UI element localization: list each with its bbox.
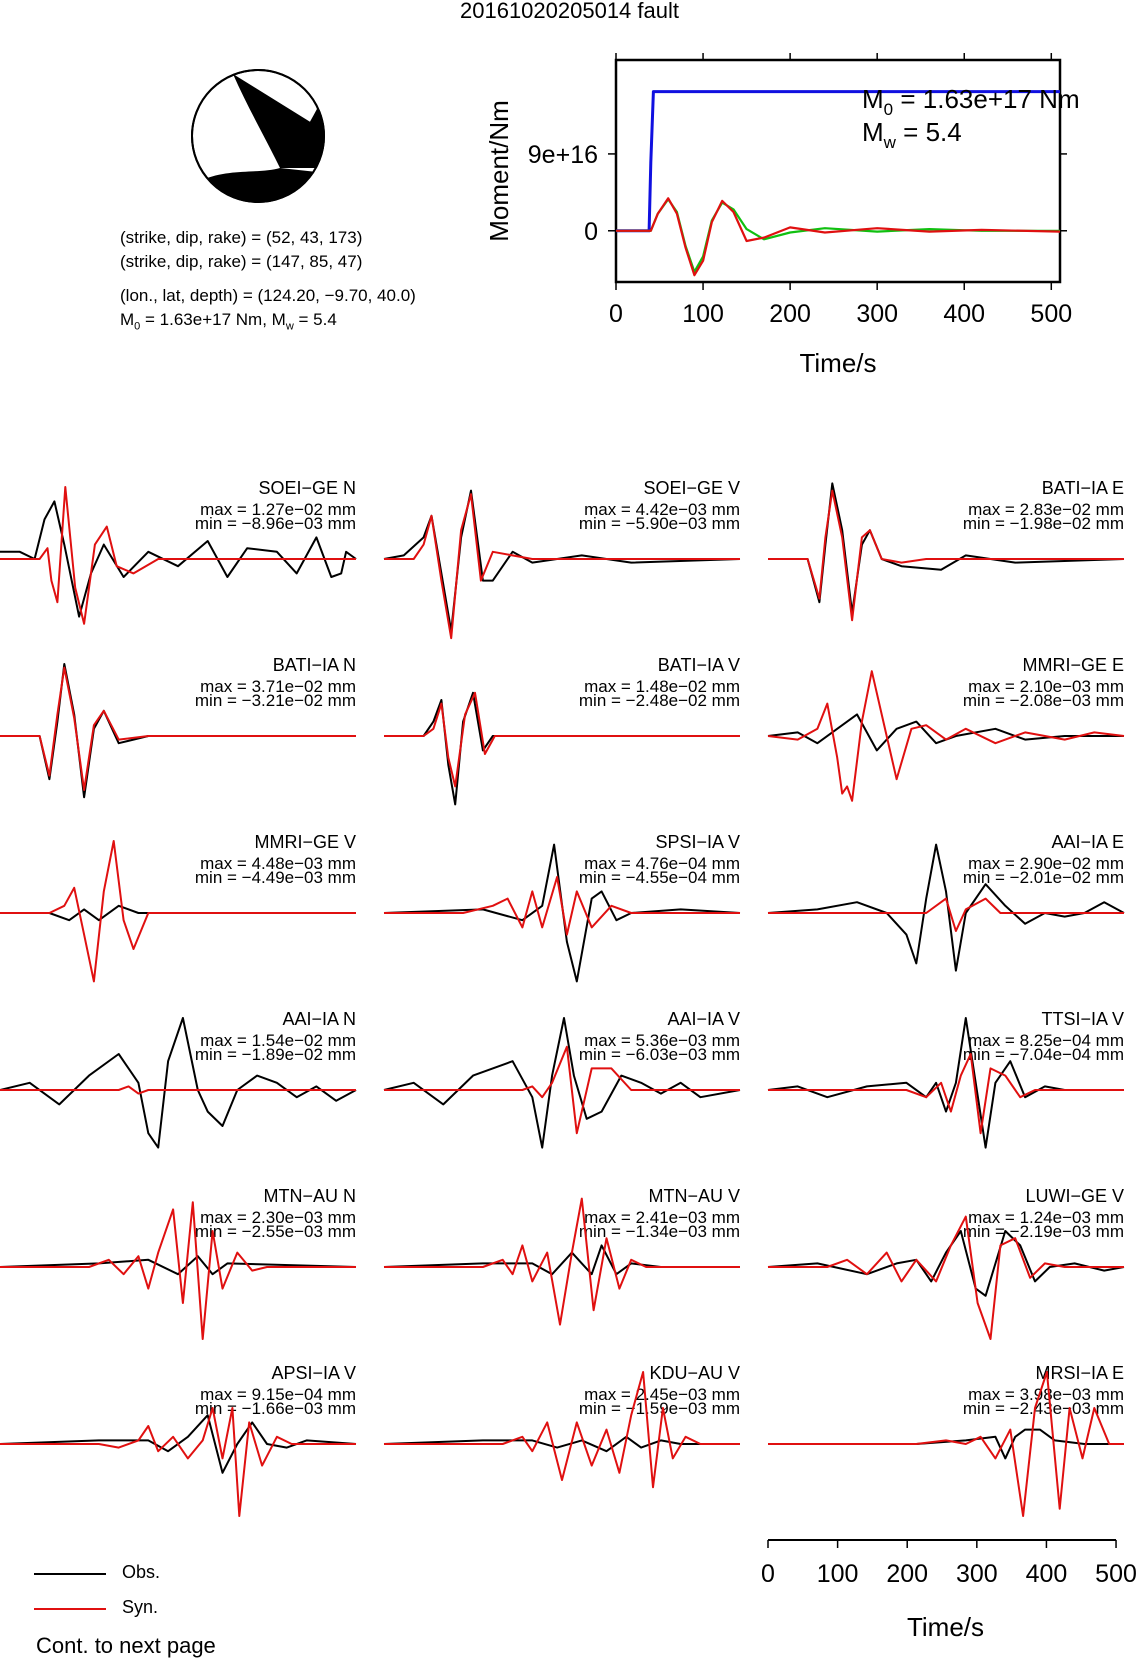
observed-waveform xyxy=(384,1245,740,1274)
trace-min-label: min = −8.96e−03 mm xyxy=(194,514,356,533)
trace-min-label: min = −6.03e−03 mm xyxy=(578,1045,740,1064)
trace-max-label: max = 4.42e−03 mm xyxy=(584,500,740,519)
trace-station-label: BATI−IA E xyxy=(1041,478,1124,498)
legend-label-obs: Obs. xyxy=(122,1562,161,1582)
trace-max-label: max = 2.41e−03 mm xyxy=(584,1208,740,1227)
trace-min-label: min = −1.59e−03 mm xyxy=(578,1399,740,1418)
moment-magnitude-summary: $M_0 = 1.63e+17$ Nm, $M_w = 5.4$ xyxy=(120,310,337,333)
trace-panel xyxy=(0,478,356,624)
time-axis-label: Time/s xyxy=(906,1612,985,1642)
trace-panel xyxy=(768,1363,1124,1516)
time-axis-tick-label: 400 xyxy=(1025,1560,1068,1588)
trace-max-label: max = 2.83e−02 mm xyxy=(968,500,1124,519)
trace-panel xyxy=(768,478,1124,620)
trace-max-label: max = 2.45e−03 mm xyxy=(584,1385,740,1404)
trace-station-label: BATI−IA V xyxy=(657,655,740,675)
trace-panel xyxy=(0,832,356,981)
trace-min-label: min = −2.48e−02 mm xyxy=(578,691,740,710)
trace-station-label: MTN−AU N xyxy=(263,1186,356,1206)
trace-min-label: min = −2.08e−03 mm xyxy=(962,691,1124,710)
x-tick-label: 100 xyxy=(682,300,724,328)
waveform-grid xyxy=(0,470,1139,1530)
trace-max-label: max = 1.24e−03 mm xyxy=(968,1208,1124,1227)
trace-panel xyxy=(0,1186,356,1339)
trace-min-label: min = −2.01e−02 mm xyxy=(962,868,1124,887)
trace-max-label: max = 2.30e−03 mm xyxy=(200,1208,356,1227)
trace-station-label: SOEI−GE N xyxy=(258,478,356,498)
trace-panel xyxy=(768,655,1124,801)
legend-label-syn: Syn. xyxy=(122,1597,159,1617)
trace-max-label: max = 3.98e−03 mm xyxy=(968,1385,1124,1404)
trace-min-label: min = −7.04e−04 mm xyxy=(962,1045,1124,1064)
legend-swatch-obs xyxy=(34,1573,106,1575)
trace-max-label: max = 1.54e−02 mm xyxy=(200,1031,356,1050)
trace-max-label: max = 3.71e−02 mm xyxy=(200,677,356,696)
trace-max-label: max = 2.10e−03 mm xyxy=(968,677,1124,696)
trace-max-label: max = 1.27e−02 mm xyxy=(200,500,356,519)
x-tick-label: 0 xyxy=(609,300,623,328)
trace-min-label: min = −1.98e−02 mm xyxy=(962,514,1124,533)
trace-min-label: min = −1.34e−03 mm xyxy=(578,1222,740,1241)
trace-station-label: APSI−IA V xyxy=(271,1363,356,1383)
y-tick-label: 0 xyxy=(584,217,598,246)
trace-panel xyxy=(384,1009,740,1148)
trace-panel xyxy=(768,832,1124,971)
trace-station-label: MTN−AU V xyxy=(648,1186,740,1206)
trace-station-label: TTSI−IA V xyxy=(1041,1009,1124,1029)
trace-station-label: MMRI−GE V xyxy=(254,832,356,852)
trace-max-label: max = 4.48e−03 mm xyxy=(200,854,356,873)
x-tick-label: 500 xyxy=(1030,300,1073,328)
trace-min-label: min = −1.66e−03 mm xyxy=(194,1399,356,1418)
trace-station-label: BATI−IA N xyxy=(272,655,356,675)
y-tick-label: 9e+16 xyxy=(527,140,598,169)
trace-station-label: KDU−AU V xyxy=(649,1363,740,1383)
trace-min-label: min = −2.43e−03 mm xyxy=(962,1399,1124,1418)
trace-station-label: AAI−IA N xyxy=(282,1009,356,1029)
hypocenter-location: (lon., lat, depth) = (124.20, −9.70, 40.0) xyxy=(120,286,416,305)
legend-swatch-syn xyxy=(34,1608,106,1610)
page-title: 20161020205014 fault xyxy=(460,0,679,23)
trace-panel xyxy=(384,655,740,804)
time-axis-tick-label: 0 xyxy=(761,1560,775,1588)
trace-panel xyxy=(0,655,356,797)
time-axis-tick-label: 300 xyxy=(955,1560,998,1588)
x-tick-label: 200 xyxy=(769,300,811,328)
trace-min-label: min = −3.21e−02 mm xyxy=(194,691,356,710)
trace-min-label: min = −2.55e−03 mm xyxy=(194,1222,356,1241)
synthetic-waveform xyxy=(0,1086,356,1093)
beachball-diagram xyxy=(190,68,326,204)
trace-min-label: min = −2.19e−03 mm xyxy=(962,1222,1124,1241)
moment-rate-syn-line xyxy=(616,198,1060,275)
trace-min-label: min = −4.55e−04 mm xyxy=(578,868,740,887)
time-axis-tick-label: 100 xyxy=(816,1560,859,1588)
trace-station-label: AAI−IA V xyxy=(667,1009,740,1029)
nodal-plane-1: (strike, dip, rake) = (52, 43, 173) xyxy=(120,228,363,247)
mw-annotation: $M_w = 5.4$ xyxy=(862,117,962,152)
trace-panel xyxy=(384,1363,740,1487)
nodal-plane-2: (strike, dip, rake) = (147, 85, 47) xyxy=(120,252,363,271)
m0-annotation: $M_0 = 1.63e+17$ Nm xyxy=(862,84,1080,119)
trace-min-label: min = −4.49e−03 mm xyxy=(194,868,356,887)
trace-panel xyxy=(0,1009,356,1148)
y-axis-label: Moment/Nm xyxy=(484,100,514,242)
time-axis-tick-label: 200 xyxy=(886,1560,929,1588)
synthetic-waveform xyxy=(0,1408,356,1516)
trace-panel xyxy=(384,832,740,981)
trace-max-label: max = 1.48e−02 mm xyxy=(584,677,740,696)
trace-station-label: MRSI−IA E xyxy=(1035,1363,1124,1383)
x-axis-label: Time/s xyxy=(799,348,877,378)
trace-max-label: max = 5.36e−03 mm xyxy=(584,1031,740,1050)
trace-max-label: max = 4.76e−04 mm xyxy=(584,854,740,873)
continuation-note: Cont. to next page xyxy=(36,1633,216,1658)
trace-station-label: MMRI−GE E xyxy=(1022,655,1124,675)
trace-panel xyxy=(768,1186,1124,1339)
trace-panel xyxy=(768,1009,1124,1148)
synthetic-waveform xyxy=(768,1054,1124,1133)
trace-panel xyxy=(0,1363,356,1516)
trace-max-label: max = 8.25e−04 mm xyxy=(968,1031,1124,1050)
x-tick-label: 400 xyxy=(943,300,986,328)
trace-station-label: AAI−IA E xyxy=(1051,832,1124,852)
trace-station-label: SOEI−GE V xyxy=(643,478,740,498)
trace-max-label: max = 2.90e−02 mm xyxy=(968,854,1124,873)
trace-panel xyxy=(384,478,740,638)
trace-max-label: max = 9.15e−04 mm xyxy=(200,1385,356,1404)
x-tick-label: 300 xyxy=(856,300,899,328)
trace-panel xyxy=(384,1186,740,1325)
trace-min-label: min = −1.89e−02 mm xyxy=(194,1045,356,1064)
trace-min-label: min = −5.90e−03 mm xyxy=(578,514,740,533)
moment-rate-chart xyxy=(480,40,1139,400)
trace-station-label: SPSI−IA V xyxy=(655,832,740,852)
time-axis-tick-label: 500 xyxy=(1095,1560,1137,1588)
trace-station-label: LUWI−GE V xyxy=(1025,1186,1124,1206)
waveform-time-axis xyxy=(740,1530,1139,1660)
